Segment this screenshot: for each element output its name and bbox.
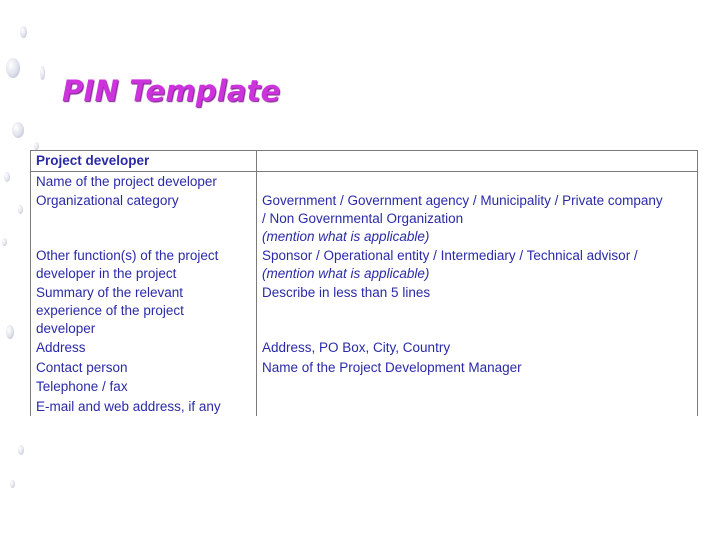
row-value-summary: Describe in less than 5 lines xyxy=(262,285,431,300)
row-label-category: Organizational category xyxy=(36,193,179,208)
row-label-email: E-mail and web address, if any xyxy=(36,399,221,414)
row-label-other-functions-2: developer in the project xyxy=(36,266,177,281)
row-value-address: Address, PO Box, City, Country xyxy=(262,340,451,355)
droplet xyxy=(34,142,39,150)
row-value-contact: Name of the Project Development Manager xyxy=(262,360,522,375)
column-divider xyxy=(256,151,257,416)
droplet xyxy=(6,58,20,78)
row-label-summary-3: developer xyxy=(36,321,96,336)
droplet xyxy=(40,66,45,80)
row-value-other-functions-note: (mention what is applicable) xyxy=(262,266,430,281)
droplet xyxy=(6,325,14,339)
row-value-category-note: (mention what is applicable) xyxy=(262,229,430,244)
row-label-contact: Contact person xyxy=(36,360,128,375)
row-value-other-functions-1: Sponsor / Operational entity / Intermediary / Technical advisor / xyxy=(262,248,638,263)
droplet xyxy=(4,172,10,182)
row-label-telephone: Telephone / fax xyxy=(36,379,128,394)
row-value-category-1: Government / Government agency / Municipality / Private company xyxy=(262,193,663,208)
table-header-label: Project developer xyxy=(36,153,150,168)
droplet xyxy=(2,238,7,246)
droplet xyxy=(18,445,24,455)
pin-table xyxy=(30,150,698,416)
row-value-category-2: / Non Governmental Organization xyxy=(262,211,464,226)
droplet xyxy=(18,205,23,214)
row-label-name: Name of the project developer xyxy=(36,174,217,189)
row-label-summary-1: Summary of the relevant xyxy=(36,285,184,300)
droplet xyxy=(20,26,27,38)
row-label-address: Address xyxy=(36,340,86,355)
page-title: PIN Template xyxy=(62,74,281,108)
row-label-summary-2: experience of the project xyxy=(36,303,184,318)
row-label-other-functions-1: Other function(s) of the project xyxy=(36,248,219,263)
droplet xyxy=(12,122,24,138)
droplet xyxy=(10,480,15,488)
